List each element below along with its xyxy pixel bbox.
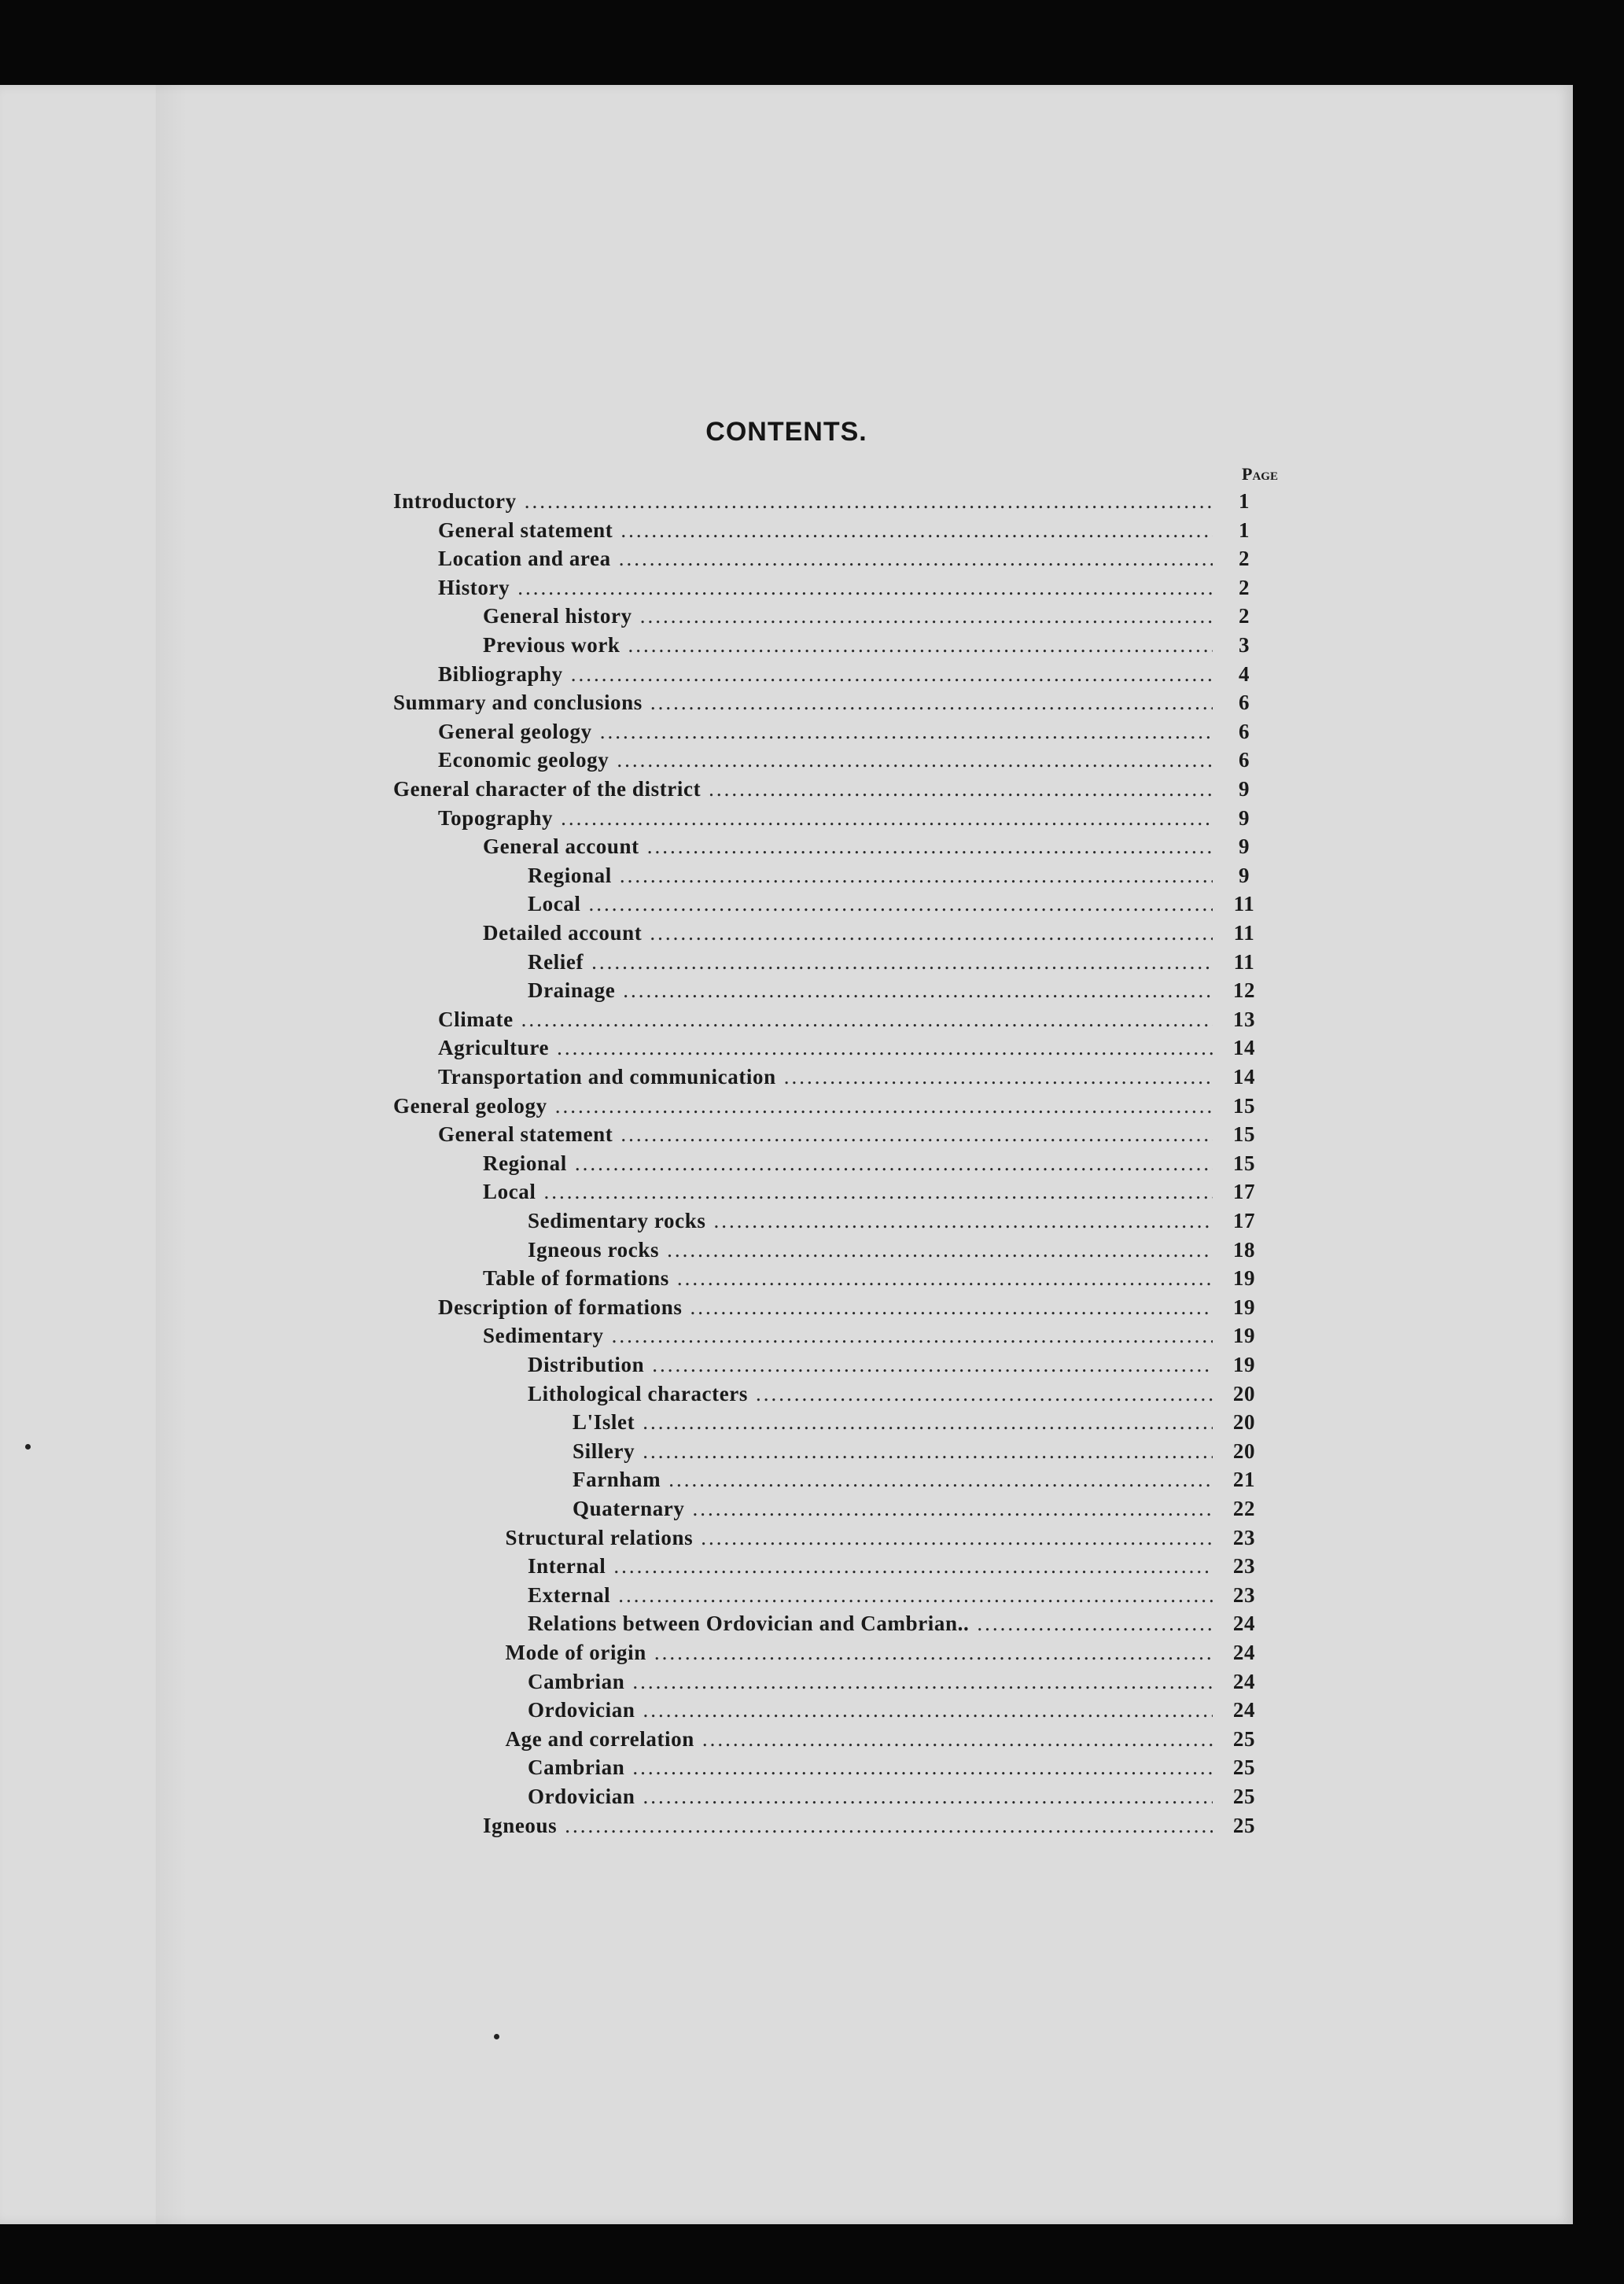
toc-entry-label: General history	[483, 604, 632, 628]
toc-entry	[483, 1266, 1256, 1295]
toc-entry-page-number: 4	[1238, 661, 1250, 686]
toc-entry	[528, 1669, 1256, 1698]
toc-entry	[438, 1036, 1256, 1064]
toc-entry	[528, 1209, 1256, 1237]
toc-entry	[528, 892, 1255, 920]
toc-entry-page-number: 17	[1232, 1209, 1256, 1232]
toc-entry	[438, 805, 1250, 834]
toc-entry-page-number: 9	[1238, 834, 1250, 859]
toc-entry	[483, 1813, 1256, 1842]
toc-entry-page-number: 24	[1232, 1669, 1256, 1693]
toc-entry-label: Sillery	[573, 1439, 635, 1463]
toc-entry	[438, 719, 1250, 748]
toc-entry-page-number: 13	[1232, 1007, 1256, 1031]
toc-entry	[393, 691, 1250, 719]
dot-leader	[619, 547, 1213, 571]
dot-leader	[621, 518, 1213, 543]
page-column-header: Page	[1242, 464, 1278, 484]
toc-entry-label: Description of formations	[438, 1295, 683, 1319]
toc-entry-label: General geology	[438, 719, 592, 743]
toc-entry-label: Relief	[528, 949, 584, 974]
dot-leader	[647, 834, 1213, 859]
dot-leader	[654, 1641, 1213, 1665]
toc-entry-label: Igneous	[483, 1813, 558, 1837]
toc-entry-page-number: 17	[1232, 1180, 1256, 1204]
dot-leader	[613, 1554, 1213, 1579]
toc-entry-label: Summary and conclusions	[393, 691, 643, 715]
toc-entry-label: External	[528, 1582, 611, 1607]
toc-entry-label: General character of the district	[393, 777, 702, 801]
toc-entry	[505, 1641, 1256, 1669]
dot-leader	[632, 1755, 1213, 1780]
toc-entry	[528, 978, 1256, 1007]
toc-entry	[438, 661, 1250, 691]
dot-leader	[557, 1036, 1213, 1060]
dot-leader	[612, 1324, 1213, 1348]
toc-entry-page-number: 1	[1238, 518, 1250, 542]
toc-entry-label: Topography	[438, 805, 554, 830]
toc-entry	[438, 1295, 1256, 1324]
dot-leader	[517, 576, 1213, 600]
toc-entry	[438, 575, 1250, 604]
dot-leader	[643, 1410, 1213, 1435]
toc-entry	[528, 1353, 1256, 1381]
toc-entry-label: Farnham	[573, 1468, 661, 1492]
toc-entry-page-number: 1	[1238, 489, 1250, 513]
dot-leader	[690, 1295, 1213, 1320]
toc-entry	[483, 1180, 1256, 1208]
dot-leader	[650, 691, 1213, 715]
toc-entry-label: Local	[528, 892, 581, 916]
toc-entry	[483, 834, 1250, 863]
toc-entry-page-number: 19	[1232, 1266, 1256, 1291]
toc-entry-label: Cambrian	[528, 1755, 625, 1780]
dot-leader	[702, 1727, 1213, 1752]
toc-entry-page-number: 19	[1232, 1295, 1256, 1319]
toc-entry-page-number: 18	[1232, 1237, 1256, 1262]
dot-leader	[677, 1266, 1213, 1291]
toc-entry	[528, 1554, 1256, 1582]
toc-entry-label: L'Islet	[573, 1410, 635, 1435]
toc-entry-label: Table of formations	[483, 1266, 669, 1291]
toc-entry-label: Igneous rocks	[528, 1237, 660, 1262]
toc-entry	[438, 1007, 1256, 1036]
toc-entry-label: General geology	[393, 1093, 547, 1118]
toc-entry	[505, 1525, 1256, 1554]
dot-leader	[632, 1670, 1213, 1694]
toc-entry-page-number: 6	[1238, 748, 1250, 772]
toc-entry-label: Sedimentary rocks	[528, 1209, 706, 1232]
scan-speck	[494, 2034, 499, 2039]
toc-entry-label: Cambrian	[528, 1669, 625, 1693]
toc-entry-page-number: 9	[1238, 805, 1250, 830]
toc-entry-label: Regional	[528, 863, 612, 887]
toc-entry-page-number: 25	[1232, 1813, 1256, 1837]
dot-leader	[650, 921, 1213, 945]
toc-entry-label: Local	[483, 1180, 536, 1204]
toc-entry	[573, 1439, 1256, 1468]
dot-leader	[652, 1353, 1213, 1377]
dot-leader	[618, 1583, 1213, 1608]
dot-leader	[525, 489, 1213, 514]
toc-entry-page-number: 14	[1232, 1065, 1256, 1089]
toc-entry-page-number: 15	[1232, 1122, 1256, 1147]
toc-entry-page-number: 12	[1232, 978, 1256, 1003]
toc-entry-label: Agriculture	[438, 1036, 550, 1060]
toc-entry-page-number: 25	[1232, 1726, 1256, 1751]
toc-entry	[528, 1237, 1256, 1266]
toc-entry	[393, 777, 1250, 805]
toc-entry-label: Introductory	[393, 489, 517, 513]
toc-entry-label: Ordovician	[528, 1785, 635, 1808]
dot-leader	[692, 1497, 1213, 1521]
dot-leader	[623, 978, 1213, 1003]
toc-entry-page-number: 20	[1232, 1410, 1256, 1435]
toc-entry-page-number: 2	[1238, 604, 1250, 628]
toc-entry-label: Transportation and communication	[438, 1065, 776, 1089]
toc-entry-label: General statement	[438, 1122, 613, 1147]
toc-entry	[573, 1468, 1256, 1496]
toc-entry	[438, 748, 1250, 776]
toc-entry-page-number: 19	[1232, 1353, 1256, 1376]
dot-leader	[643, 1785, 1213, 1809]
toc-entry	[483, 604, 1250, 632]
scan-speck	[25, 1444, 31, 1450]
toc-entry	[573, 1497, 1256, 1525]
toc-entry-label: Distribution	[528, 1353, 645, 1376]
dot-leader	[555, 1094, 1213, 1118]
toc-entry	[438, 518, 1250, 547]
dot-leader	[640, 604, 1213, 628]
toc-entry	[528, 1755, 1256, 1784]
toc-entry-page-number: 20	[1232, 1381, 1256, 1405]
toc-entry-label: Relations between Ordovician and Cambrian..	[528, 1612, 970, 1636]
toc-entry-page-number: 2	[1238, 547, 1250, 571]
toc-entry	[483, 1324, 1256, 1352]
toc-entry-label: Internal	[528, 1554, 606, 1579]
dot-leader	[628, 633, 1213, 658]
toc-entry-label: Quaternary	[573, 1497, 685, 1520]
toc-entry-label: Regional	[483, 1151, 567, 1175]
dot-leader	[784, 1065, 1213, 1089]
toc-entry-page-number: 14	[1232, 1036, 1256, 1060]
toc-entry-label: Detailed account	[483, 921, 643, 945]
dot-leader	[544, 1180, 1213, 1204]
toc-entry-page-number: 22	[1232, 1497, 1256, 1520]
toc-entry-label: General account	[483, 834, 639, 859]
toc-entry-page-number: 11	[1233, 892, 1255, 916]
toc-entry	[483, 633, 1250, 661]
toc-entry-label: Climate	[438, 1007, 514, 1031]
toc-entry	[528, 1381, 1256, 1410]
toc-entry-label: Age and correlation	[505, 1726, 694, 1751]
toc-entry-page-number: 11	[1233, 921, 1255, 945]
dot-leader	[701, 1526, 1213, 1550]
dot-leader	[643, 1439, 1213, 1464]
toc-entry	[483, 921, 1255, 949]
toc-entry	[438, 1122, 1256, 1151]
toc-entry-page-number: 9	[1238, 863, 1250, 887]
toc-entry-page-number: 23	[1232, 1554, 1256, 1579]
toc-entry-page-number: 24	[1232, 1641, 1256, 1664]
toc-entry-page-number: 23	[1232, 1525, 1256, 1549]
toc-entry	[528, 1785, 1256, 1813]
toc-entry-label: General statement	[438, 518, 613, 542]
toc-entry-page-number: 20	[1232, 1439, 1256, 1463]
toc-entry	[528, 863, 1250, 892]
toc-entry	[393, 489, 1250, 518]
dot-leader	[756, 1382, 1213, 1406]
toc-entry-page-number: 24	[1232, 1698, 1256, 1722]
dot-leader	[713, 1209, 1213, 1233]
toc-entry-label: Drainage	[528, 978, 616, 1003]
toc-entry	[505, 1726, 1256, 1755]
toc-entry-page-number: 24	[1232, 1612, 1256, 1636]
dot-leader	[977, 1612, 1213, 1636]
toc-entry-label: Sedimentary	[483, 1324, 604, 1348]
toc-entry-page-number: 15	[1232, 1093, 1256, 1118]
toc-entry-label: Structural relations	[505, 1525, 694, 1549]
toc-entry-page-number: 6	[1238, 691, 1250, 715]
dot-leader	[667, 1238, 1213, 1262]
dot-leader	[591, 950, 1213, 974]
toc-entry-page-number: 25	[1232, 1785, 1256, 1808]
toc-entry-label: Ordovician	[528, 1698, 635, 1722]
toc-entry-page-number: 21	[1232, 1468, 1256, 1492]
page-fold-shadow	[156, 85, 187, 2224]
dot-leader	[571, 662, 1213, 687]
dot-leader	[561, 806, 1213, 831]
toc-entry	[528, 1582, 1256, 1612]
dot-leader	[709, 777, 1213, 801]
toc-entry-label: Mode of origin	[505, 1641, 646, 1664]
dot-leader	[668, 1468, 1213, 1492]
toc-entry-page-number: 2	[1238, 575, 1250, 599]
toc-entry	[438, 1065, 1256, 1093]
toc-entry-label: Lithological characters	[528, 1381, 748, 1405]
dot-leader	[617, 748, 1213, 772]
toc-entry-page-number: 3	[1238, 633, 1250, 657]
dot-leader	[621, 1122, 1213, 1147]
toc-entry-page-number: 11	[1233, 949, 1255, 974]
dot-leader	[565, 1814, 1213, 1838]
dot-leader	[643, 1698, 1213, 1722]
toc-entry-label: Previous work	[483, 633, 621, 657]
toc-entry-page-number: 6	[1238, 719, 1250, 743]
toc-entry-page-number: 15	[1232, 1151, 1256, 1175]
toc-entry-label: Location and area	[438, 547, 611, 571]
toc-entry-label: Economic geology	[438, 748, 609, 772]
toc-entry-label: History	[438, 575, 510, 599]
dot-leader	[600, 720, 1213, 744]
toc-entry-page-number: 19	[1232, 1324, 1256, 1348]
toc-entry	[528, 1612, 1256, 1640]
contents-title: CONTENTS.	[705, 417, 867, 447]
toc-entry-page-number: 23	[1232, 1582, 1256, 1607]
toc-entry	[573, 1410, 1256, 1439]
dot-leader	[620, 864, 1213, 888]
toc-entry	[528, 1698, 1256, 1726]
dot-leader	[521, 1008, 1213, 1032]
dot-leader	[589, 892, 1213, 916]
toc-entry	[528, 949, 1255, 978]
toc-entry	[483, 1151, 1256, 1180]
toc-entry	[393, 1093, 1256, 1122]
toc-entry-page-number: 9	[1238, 777, 1250, 801]
toc-entry-page-number: 25	[1232, 1755, 1256, 1780]
dot-leader	[575, 1151, 1213, 1176]
toc-entry	[438, 547, 1250, 575]
toc-entry-label: Bibliography	[438, 661, 563, 686]
